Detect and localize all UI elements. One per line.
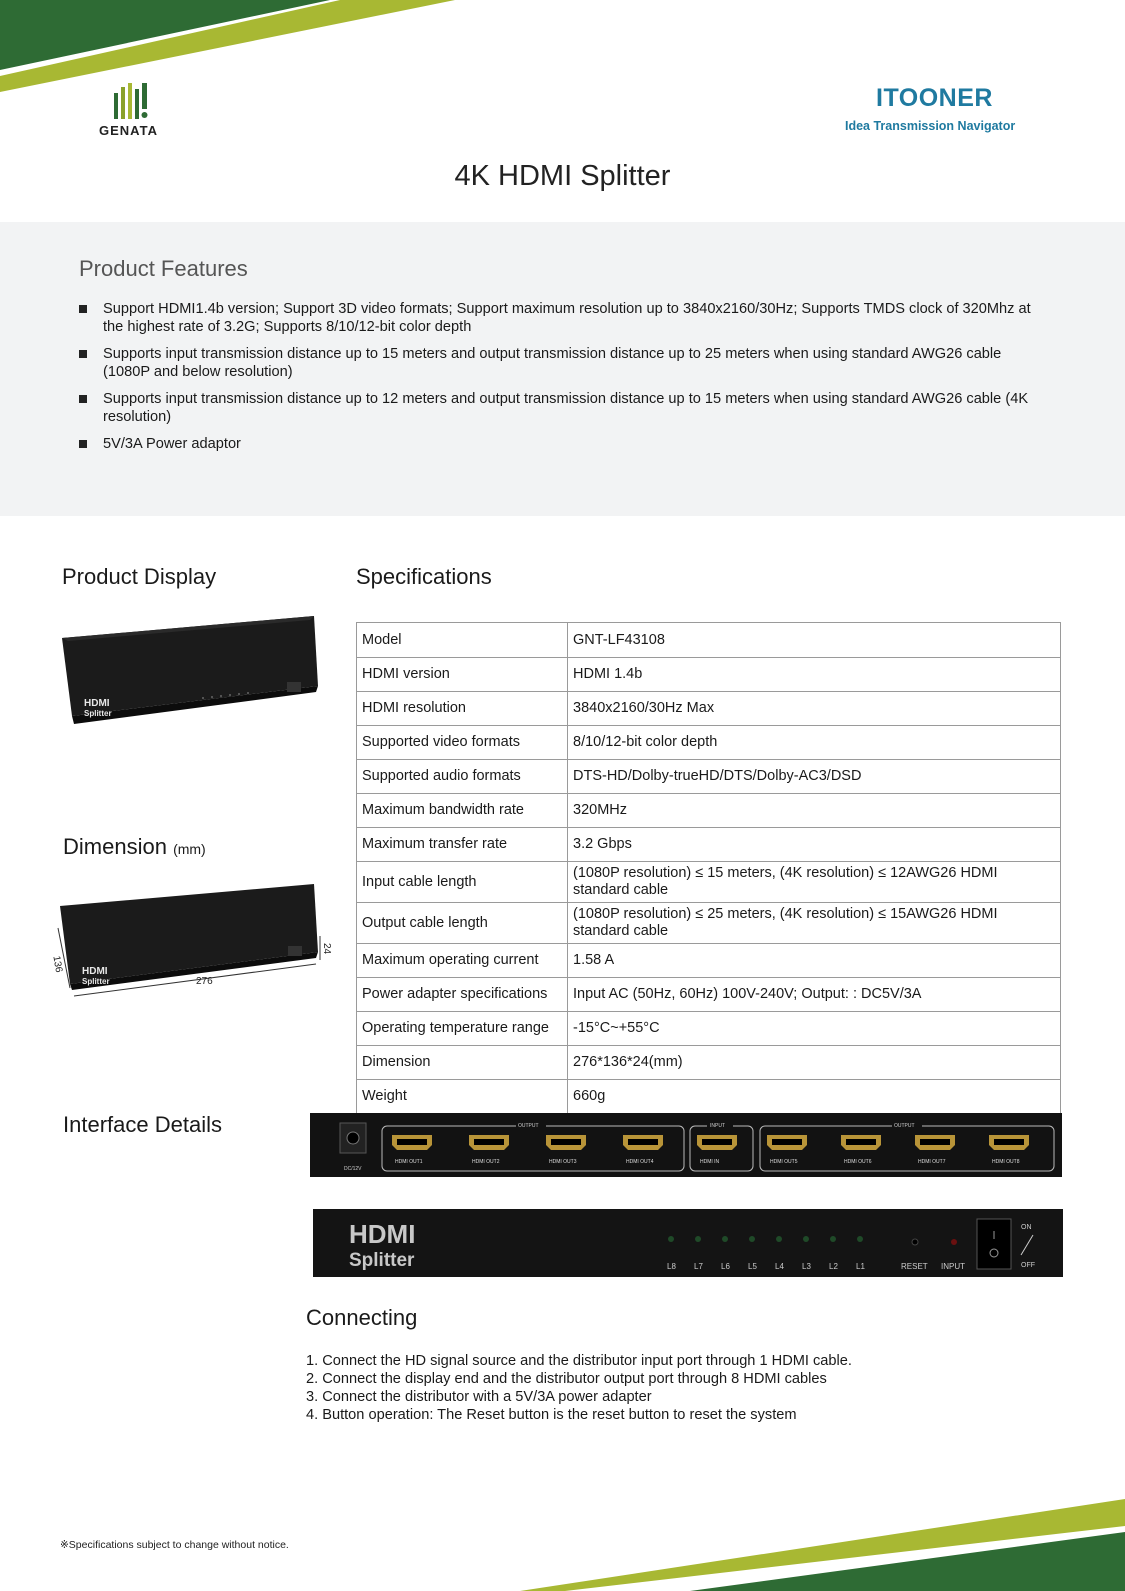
connecting-step: 3. Connect the distributor with a 5V/3A power adapter — [306, 1389, 652, 1405]
specifications-heading: Specifications — [356, 564, 492, 589]
hdmi-port-label: HDMI IN — [700, 1159, 720, 1165]
spec-label: Input cable length — [357, 862, 568, 903]
spec-label: Maximum transfer rate — [357, 828, 568, 862]
rear-power-label: DC/12V — [344, 1166, 362, 1172]
led-label: L3 — [802, 1262, 811, 1271]
led-indicator-icon — [695, 1236, 701, 1242]
square-bullet-icon — [79, 305, 87, 313]
feature-item: Supports input transmission distance up to 15 meters and output transmission distance up to 25 meters when using standard AWG26 cable (1080P and below resolution) — [79, 345, 1049, 381]
spec-row — [357, 828, 1061, 862]
device-splitter-label: Splitter — [82, 977, 110, 986]
specifications-table — [356, 622, 1061, 1114]
spec-value: 276*136*24(mm) — [568, 1046, 1061, 1080]
feature-item: Supports input transmission distance up to 12 meters and output transmission distance up to 15 meters when using standard AWG26 cable (4K resolution) — [79, 390, 1049, 426]
spec-row — [357, 978, 1061, 1012]
spec-row — [357, 1080, 1061, 1114]
led-indicator-icon — [722, 1236, 728, 1242]
spec-value: DTS-HD/Dolby-trueHD/DTS/Dolby-AC3/DSD — [568, 760, 1061, 794]
hdmi-port-label: HDMI OUT7 — [918, 1159, 946, 1165]
spec-label: Supported video formats — [357, 726, 568, 760]
led-indicator-icon — [776, 1236, 782, 1242]
spec-value: 1.58 A — [568, 944, 1061, 978]
front-input-label: INPUT — [941, 1262, 965, 1271]
spec-label: Maximum bandwidth rate — [357, 794, 568, 828]
spec-value: HDMI 1.4b — [568, 658, 1061, 692]
genata-brand-name: GENATA — [99, 123, 158, 138]
spec-row — [357, 944, 1061, 978]
led-label: L4 — [775, 1262, 784, 1271]
spec-value: 8/10/12-bit color depth — [568, 726, 1061, 760]
dimension-heading: Dimension (mm) — [63, 834, 206, 859]
spec-label: Operating temperature range — [357, 1012, 568, 1046]
connecting-step: 4. Button operation: The Reset button is the reset button to reset the system — [306, 1407, 797, 1423]
spec-label: Output cable length — [357, 903, 568, 944]
led-indicator-icon — [749, 1236, 755, 1242]
front-off-label: OFF — [1021, 1262, 1035, 1269]
front-on-label: ON — [1021, 1224, 1032, 1231]
spec-label: Power adapter specifications — [357, 978, 568, 1012]
connecting-step: 2. Connect the display end and the distributor output port through 8 HDMI cables — [306, 1371, 827, 1387]
spec-row — [357, 903, 1061, 944]
led-label: L6 — [721, 1262, 730, 1271]
product-features-panel — [0, 222, 1125, 516]
spec-label: HDMI resolution — [357, 692, 568, 726]
connecting-heading: Connecting — [306, 1305, 418, 1330]
page-title: 4K HDMI Splitter — [454, 160, 671, 192]
spec-row — [357, 794, 1061, 828]
dim-length-label: 276 — [196, 976, 213, 987]
led-label: L1 — [856, 1262, 865, 1271]
feature-item: Support HDMI1.4b version; Support 3D video formats; Support maximum resolution up to 3840x2160/30Hz; Supports TMDS clock of 320Mhz at the highest rate of 3.2G; Supports 8/10/12-bit color depth — [79, 300, 1049, 336]
led-label: L8 — [667, 1262, 676, 1271]
spec-value: Input AC (50Hz, 60Hz) 100V-240V; Output: : DC5V/3A — [568, 978, 1061, 1012]
spec-value: -15°C~+55°C — [568, 1012, 1061, 1046]
rear-output-group-label: OUTPUT — [518, 1123, 539, 1129]
rear-output-group-label: OUTPUT — [894, 1123, 915, 1129]
rear-panel-image — [310, 1113, 1062, 1177]
itooner-tagline: Idea Transmission Navigator — [845, 119, 1016, 133]
led-indicator-icon — [803, 1236, 809, 1242]
interface-details-heading: Interface Details — [63, 1112, 222, 1137]
spec-row — [357, 658, 1061, 692]
spec-label: HDMI version — [357, 658, 568, 692]
spec-row — [357, 862, 1061, 903]
dim-height-label: 24 — [321, 943, 332, 955]
spec-row — [357, 1012, 1061, 1046]
product-photo — [58, 616, 320, 728]
device-hdmi-label: HDMI — [84, 698, 110, 709]
hdmi-port-label: HDMI OUT8 — [992, 1159, 1020, 1165]
front-splitter-logo: Splitter — [349, 1250, 415, 1271]
feature-list — [79, 300, 1049, 462]
spec-label: Weight — [357, 1080, 568, 1114]
spec-value: GNT-LF43108 — [568, 623, 1061, 658]
led-label: L5 — [748, 1262, 757, 1271]
itooner-brand-name: ITOONER — [876, 84, 993, 112]
spec-label: Supported audio formats — [357, 760, 568, 794]
genata-logo-icon — [114, 83, 148, 119]
connecting-step: 1. Connect the HD signal source and the distributor input port through 1 HDMI cable. — [306, 1353, 852, 1369]
spec-row — [357, 726, 1061, 760]
square-bullet-icon — [79, 440, 87, 448]
product-features-heading: Product Features — [79, 256, 248, 281]
square-bullet-icon — [79, 350, 87, 358]
rear-input-group-label: INPUT — [710, 1123, 725, 1129]
device-hdmi-label: HDMI — [82, 966, 108, 977]
led-indicator-icon — [668, 1236, 674, 1242]
hdmi-port-label: HDMI OUT3 — [549, 1159, 577, 1165]
spec-value: (1080P resolution) ≤ 15 meters, (4K resolution) ≤ 12AWG26 HDMI standard cable — [568, 862, 1061, 903]
spec-value: 320MHz — [568, 794, 1061, 828]
led-label: L7 — [694, 1262, 703, 1271]
dim-width-label: 136 — [50, 955, 65, 974]
hdmi-port-label: HDMI OUT1 — [395, 1159, 423, 1165]
product-display-heading: Product Display — [62, 564, 217, 589]
spec-row — [357, 1046, 1061, 1080]
feature-item: 5V/3A Power adaptor — [79, 435, 1049, 453]
connecting-steps — [306, 1352, 852, 1424]
led-indicator-icon — [830, 1236, 836, 1242]
hdmi-port-label: HDMI OUT6 — [844, 1159, 872, 1165]
spec-row — [357, 623, 1061, 658]
hdmi-port-label: HDMI OUT4 — [626, 1159, 654, 1165]
spec-label: Model — [357, 623, 568, 658]
spec-label: Dimension — [357, 1046, 568, 1080]
spec-row — [357, 760, 1061, 794]
spec-value: (1080P resolution) ≤ 25 meters, (4K resolution) ≤ 15AWG26 HDMI standard cable — [568, 903, 1061, 944]
led-indicator-icon — [857, 1236, 863, 1242]
spec-label: Maximum operating current — [357, 944, 568, 978]
spec-row — [357, 692, 1061, 726]
front-panel-image — [313, 1209, 1063, 1277]
hdmi-port-label: HDMI OUT5 — [770, 1159, 798, 1165]
front-hdmi-logo: HDMI — [349, 1219, 416, 1249]
device-splitter-label: Splitter — [84, 709, 112, 718]
spec-value: 660g — [568, 1080, 1061, 1114]
spec-value: 3.2 Gbps — [568, 828, 1061, 862]
hdmi-port-label: HDMI OUT2 — [472, 1159, 500, 1165]
spec-value: 3840x2160/30Hz Max — [568, 692, 1061, 726]
square-bullet-icon — [79, 395, 87, 403]
front-reset-label: RESET — [901, 1262, 928, 1271]
dimension-drawing — [48, 884, 338, 1014]
footnote: ※Specifications subject to change without notice. — [60, 1539, 289, 1551]
led-label: L2 — [829, 1262, 838, 1271]
